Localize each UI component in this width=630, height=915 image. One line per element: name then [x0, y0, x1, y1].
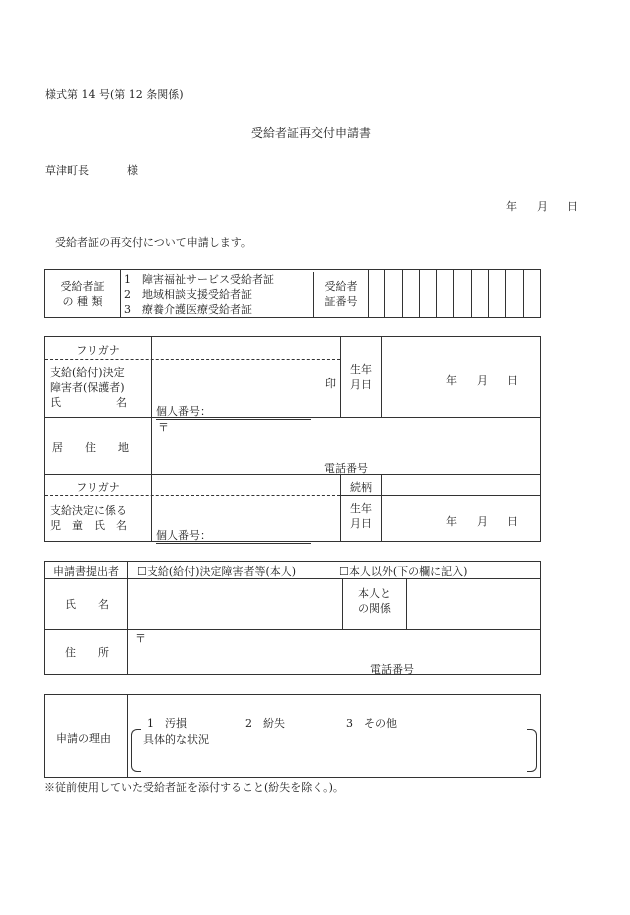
page-title: 受給者証再交付申請書 — [251, 126, 372, 140]
birth-year-label: 年 — [446, 374, 457, 387]
digit-box[interactable] — [454, 270, 471, 317]
submitter-postal-mark: 〒 — [135, 632, 146, 645]
certificate-type-label: 受給者証 の 種 類 — [45, 270, 121, 317]
certificate-type-options: 1 障害福祉サービス受給者証 2 地域相談支援受給者証 3 療養介護医療受給者証 — [120, 272, 314, 317]
relation-to-self-field[interactable] — [407, 579, 540, 629]
child-birth-day-label: 日 — [507, 515, 518, 528]
relation-label: 続柄 — [350, 481, 372, 494]
digit-box[interactable] — [472, 270, 489, 317]
date-day-label: 日 — [567, 200, 578, 213]
child-name-label: 支給決定に係る 児 童 氏 名 — [50, 504, 127, 532]
reason-option-other[interactable]: 3 その他 — [346, 717, 397, 730]
birth-month-label: 月 — [477, 374, 488, 387]
intro-text: 受給者証の再交付について申請します。 — [55, 236, 252, 249]
furigana-field[interactable] — [152, 338, 340, 359]
detail-field[interactable] — [143, 745, 523, 771]
child-personal-number-field[interactable]: 個人番号： — [156, 527, 311, 544]
phone-label: 電話番号 — [324, 462, 368, 475]
certificate-number-boxes[interactable] — [368, 270, 540, 317]
footnote: ※従前使用していた受給者証を添付すること(紛失を除く。)。 — [44, 781, 344, 794]
submitter-name-label: 氏 名 — [65, 598, 109, 611]
digit-box[interactable] — [403, 270, 420, 317]
reason-option-soiled[interactable]: 1 汚損 — [147, 717, 187, 730]
address-label: 居 住 地 — [52, 441, 129, 454]
applicant-table — [44, 336, 541, 542]
digit-box[interactable] — [437, 270, 454, 317]
digit-box[interactable] — [524, 270, 540, 317]
child-birthdate-label: 生年 月日 — [350, 502, 372, 530]
addressee: 草津町長 — [45, 164, 89, 177]
digit-box[interactable] — [420, 270, 437, 317]
submitter-label: 申請書提出者 — [53, 565, 119, 578]
digit-box[interactable] — [506, 270, 523, 317]
submitter-address-field[interactable] — [128, 630, 540, 674]
submitter-name-field[interactable] — [128, 579, 342, 629]
submitter-option-other[interactable]: ☐本人以外(下の欄に記入) — [339, 565, 468, 578]
personal-number-field[interactable]: 個人番号： — [156, 403, 311, 420]
child-birth-year-label: 年 — [446, 515, 457, 528]
reason-label: 申請の理由 — [56, 732, 111, 745]
form-number: 様式第 14 号(第 12 条関係) — [45, 88, 184, 101]
birthdate-label: 生年 月日 — [350, 363, 372, 391]
date-month-label: 月 — [537, 200, 548, 213]
submitter-address-label: 住 所 — [65, 646, 109, 659]
submitter-phone-label: 電話番号 — [370, 663, 414, 676]
honorific: 様 — [127, 164, 138, 177]
date-year-label: 年 — [506, 200, 517, 213]
applicant-name-label: 支給(給付)決定 障害者(保護者) 氏 名 — [50, 366, 127, 409]
left-bracket — [131, 729, 141, 772]
submitter-option-self[interactable]: ☐支給(給付)決定障害者等(本人) — [137, 565, 297, 578]
relation-to-self-label: 本人と の関係 — [358, 587, 391, 615]
submitter-table — [44, 561, 541, 675]
birth-day-label: 日 — [507, 374, 518, 387]
certificate-number-label: 受給者 証番号 — [314, 270, 369, 317]
detail-label: 具体的な状況 — [143, 733, 209, 746]
digit-box[interactable] — [385, 270, 402, 317]
seal-mark: 印 — [325, 377, 336, 390]
furigana-label: フリガナ — [76, 344, 120, 357]
certificate-table — [44, 269, 541, 318]
right-bracket — [527, 729, 537, 772]
digit-box[interactable] — [368, 270, 385, 317]
digit-box[interactable] — [489, 270, 506, 317]
reason-table — [44, 694, 541, 778]
postal-mark: 〒 — [158, 421, 169, 434]
child-birth-month-label: 月 — [477, 515, 488, 528]
reason-option-lost[interactable]: 2 紛失 — [245, 717, 285, 730]
child-furigana-label: フリガナ — [76, 481, 120, 494]
